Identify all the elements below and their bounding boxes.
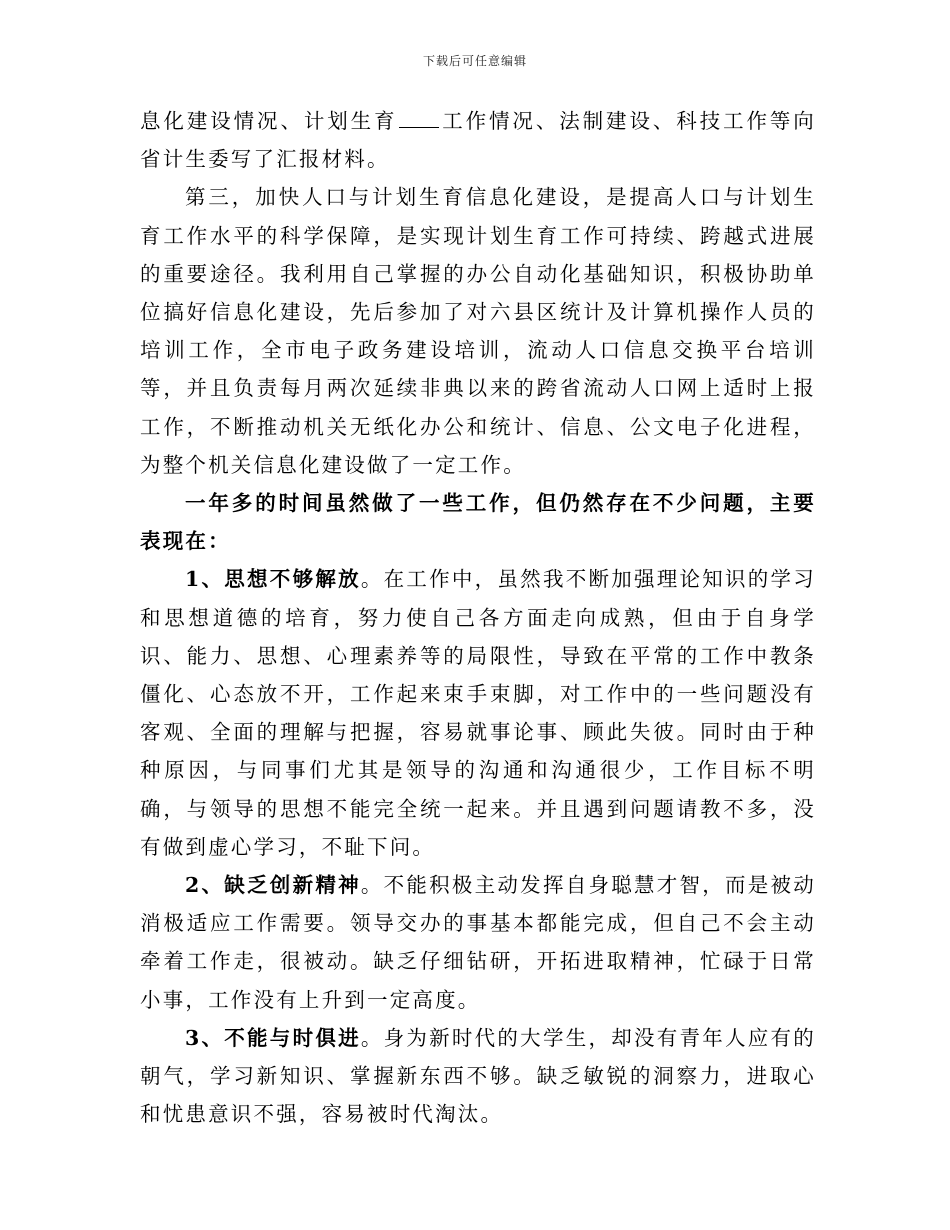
paragraph-problems-intro: 一年多的时间虽然做了一些工作，但仍然存在不少问题，主要表现在： bbox=[140, 491, 816, 554]
paragraph-text: 。不能积极主动发挥自身聪慧才智，而是被动消极适应工作需要。领导交办的事基本都能完成，但自己不会主动牵着工作走，很被动。缺乏仔细钻研，开拓进取精神，忙碌于日常小事，工作没有上升到一定高度。 bbox=[140, 873, 817, 1012]
paragraph-text: 息化建设情况、计划生育 bbox=[140, 109, 398, 133]
paragraph-text: 工作情况、法制建设、科技工作等向省计生委写了汇报材料。 bbox=[140, 109, 816, 172]
paragraph-third-point: 第三，加快人口与计划生育信息化建设，是提高人口与计划生育工作水平的科学保障，是实现计划生育工作可持续、跨越式进展的重要途径。我利用自己掌握的办公自动化基础知识，积极协助单位搞好信息化建设，先后参加了对六县区统计及计算机操作人员的培训工作，全市电子政务建设培训，流动人口信息交换平台培训等，并且负责每月两次延续非典以来的跨省流动人口网上适时上报工作，不断推动机关无纸化办公和统计、信息、公文电子化进程，为整个机关信息化建设做了一定工作。 bbox=[140, 185, 816, 477]
problem-heading: 3、不能与时俱进 bbox=[185, 1025, 361, 1050]
paragraph-problem-2 bbox=[140, 866, 816, 1019]
paragraph-problem-3 bbox=[140, 1019, 816, 1134]
document-body bbox=[140, 102, 816, 1133]
paragraph-problem-1 bbox=[140, 560, 816, 866]
paragraph-text: 。在工作中，虽然我不断加强理论知识的学习和思想道德的培育，努力使自己各方面走向成熟，但由于自身学识、能力、思想、心理素养等的局限性，导致在平常的工作中教条僵化、心态放不开，工作起来束手束脚，对工作中的一些问题没有客观、全面的理解与把握，容易就事论事、顾此失彼。同时由于种种原因，与同事们尤其是领导的沟通和沟通很少，工作目标不明确，与领导的思想不能完全统一起来。并且遇到问题请教不多，没有做到虚心学习，不耻下问。 bbox=[140, 567, 817, 859]
problem-heading: 2、缺乏创新精神 bbox=[185, 873, 361, 898]
paragraph-text: 。身为新时代的大学生，却没有青年人应有的朝气，学习新知识、掌握新东西不够。缺乏敏锐的洞察力，进取心和忧患意识不强，容易被时代淘汰。 bbox=[140, 1025, 817, 1127]
problem-heading: 1、思想不够解放 bbox=[185, 567, 361, 592]
paragraph-continuation bbox=[140, 102, 816, 178]
fill-blank bbox=[399, 111, 439, 128]
page-header: 下载后可任意编辑 bbox=[422, 54, 527, 68]
